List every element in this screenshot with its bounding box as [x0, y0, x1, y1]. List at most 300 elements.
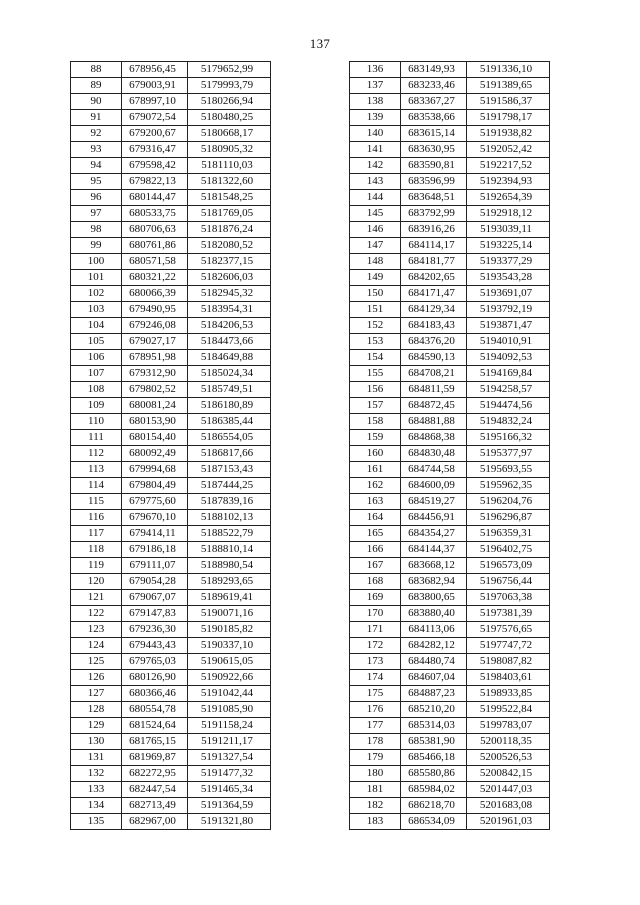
- y-coordinate-cell: 5191586,37: [467, 94, 550, 110]
- point-number-cell: 176: [350, 702, 401, 718]
- table-row: [350, 494, 550, 510]
- x-coordinate-cell: 680154,40: [122, 430, 188, 446]
- table-row: [71, 750, 271, 766]
- point-number-cell: 115: [71, 494, 122, 510]
- x-coordinate-cell: 679027,17: [122, 334, 188, 350]
- y-coordinate-cell: 5180480,25: [188, 110, 271, 126]
- y-coordinate-cell: 5196756,44: [467, 574, 550, 590]
- y-coordinate-cell: 5196204,76: [467, 494, 550, 510]
- y-coordinate-cell: 5190337,10: [188, 638, 271, 654]
- x-coordinate-cell: 679443,43: [122, 638, 188, 654]
- x-coordinate-cell: 679490,95: [122, 302, 188, 318]
- y-coordinate-cell: 5193225,14: [467, 238, 550, 254]
- table-row: [71, 190, 271, 206]
- y-coordinate-cell: 5197063,38: [467, 590, 550, 606]
- y-coordinate-cell: 5181769,05: [188, 206, 271, 222]
- y-coordinate-cell: 5197381,39: [467, 606, 550, 622]
- x-coordinate-cell: 682967,00: [122, 814, 188, 830]
- point-number-cell: 121: [71, 590, 122, 606]
- x-coordinate-cell: 679670,10: [122, 510, 188, 526]
- y-coordinate-cell: 5196359,31: [467, 526, 550, 542]
- x-coordinate-cell: 680066,39: [122, 286, 188, 302]
- point-number-cell: 112: [71, 446, 122, 462]
- table-row: [350, 62, 550, 78]
- x-coordinate-cell: 679067,07: [122, 590, 188, 606]
- point-number-cell: 103: [71, 302, 122, 318]
- table-row: [350, 190, 550, 206]
- point-number-cell: 108: [71, 382, 122, 398]
- y-coordinate-cell: 5196402,75: [467, 542, 550, 558]
- y-coordinate-cell: 5191938,82: [467, 126, 550, 142]
- point-number-cell: 166: [350, 542, 401, 558]
- table-row: [350, 158, 550, 174]
- y-coordinate-cell: 5190922,66: [188, 670, 271, 686]
- y-coordinate-cell: 5194010,91: [467, 334, 550, 350]
- x-coordinate-cell: 684181,77: [401, 254, 467, 270]
- table-row: [71, 238, 271, 254]
- y-coordinate-cell: 5181322,60: [188, 174, 271, 190]
- point-number-cell: 145: [350, 206, 401, 222]
- x-coordinate-cell: 684376,20: [401, 334, 467, 350]
- point-number-cell: 132: [71, 766, 122, 782]
- point-number-cell: 135: [71, 814, 122, 830]
- x-coordinate-cell: 684708,21: [401, 366, 467, 382]
- x-coordinate-cell: 683630,95: [401, 142, 467, 158]
- y-coordinate-cell: 5200842,15: [467, 766, 550, 782]
- y-coordinate-cell: 5200526,53: [467, 750, 550, 766]
- y-coordinate-cell: 5194169,84: [467, 366, 550, 382]
- point-number-cell: 178: [350, 734, 401, 750]
- point-number-cell: 124: [71, 638, 122, 654]
- table-row: [71, 782, 271, 798]
- y-coordinate-cell: 5189293,65: [188, 574, 271, 590]
- table-row: [350, 606, 550, 622]
- x-coordinate-cell: 682447,54: [122, 782, 188, 798]
- y-coordinate-cell: 5194474,56: [467, 398, 550, 414]
- point-number-cell: 152: [350, 318, 401, 334]
- x-coordinate-cell: 684872,45: [401, 398, 467, 414]
- x-coordinate-cell: 683792,99: [401, 206, 467, 222]
- point-number-cell: 177: [350, 718, 401, 734]
- x-coordinate-cell: 684607,04: [401, 670, 467, 686]
- x-coordinate-cell: 680706,63: [122, 222, 188, 238]
- point-number-cell: 136: [350, 62, 401, 78]
- table-row: [71, 142, 271, 158]
- x-coordinate-cell: 683615,14: [401, 126, 467, 142]
- point-number-cell: 130: [71, 734, 122, 750]
- y-coordinate-cell: 5192654,39: [467, 190, 550, 206]
- y-coordinate-cell: 5191158,24: [188, 718, 271, 734]
- y-coordinate-cell: 5185749,51: [188, 382, 271, 398]
- point-number-cell: 116: [71, 510, 122, 526]
- y-coordinate-cell: 5191336,10: [467, 62, 550, 78]
- table-row: [350, 302, 550, 318]
- y-coordinate-cell: 5194832,24: [467, 414, 550, 430]
- point-number-cell: 137: [350, 78, 401, 94]
- y-coordinate-cell: 5194092,53: [467, 350, 550, 366]
- table-row: [71, 350, 271, 366]
- y-coordinate-cell: 5191364,59: [188, 798, 271, 814]
- table-row: [350, 382, 550, 398]
- table-row: [71, 526, 271, 542]
- y-coordinate-cell: 5187153,43: [188, 462, 271, 478]
- point-number-cell: 171: [350, 622, 401, 638]
- point-number-cell: 142: [350, 158, 401, 174]
- table-row: [350, 510, 550, 526]
- y-coordinate-cell: 5193543,28: [467, 270, 550, 286]
- point-number-cell: 139: [350, 110, 401, 126]
- x-coordinate-cell: 683668,12: [401, 558, 467, 574]
- y-coordinate-cell: 5187444,25: [188, 478, 271, 494]
- table-row: [71, 478, 271, 494]
- y-coordinate-cell: 5193871,47: [467, 318, 550, 334]
- y-coordinate-cell: 5181548,25: [188, 190, 271, 206]
- y-coordinate-cell: 5201683,08: [467, 798, 550, 814]
- point-number-cell: 158: [350, 414, 401, 430]
- table-row: [71, 62, 271, 78]
- table-row: [71, 574, 271, 590]
- point-number-cell: 167: [350, 558, 401, 574]
- point-number-cell: 140: [350, 126, 401, 142]
- table-row: [350, 462, 550, 478]
- y-coordinate-cell: 5196296,87: [467, 510, 550, 526]
- table-row: [71, 206, 271, 222]
- table-row: [71, 606, 271, 622]
- point-number-cell: 97: [71, 206, 122, 222]
- point-number-cell: 101: [71, 270, 122, 286]
- table-row: [350, 110, 550, 126]
- x-coordinate-cell: 680126,90: [122, 670, 188, 686]
- x-coordinate-cell: 683648,51: [401, 190, 467, 206]
- y-coordinate-cell: 5186817,66: [188, 446, 271, 462]
- y-coordinate-cell: 5192394,93: [467, 174, 550, 190]
- table-row: [350, 814, 550, 830]
- y-coordinate-cell: 5199522,84: [467, 702, 550, 718]
- point-number-cell: 138: [350, 94, 401, 110]
- point-number-cell: 122: [71, 606, 122, 622]
- point-number-cell: 161: [350, 462, 401, 478]
- table-row: [71, 110, 271, 126]
- y-coordinate-cell: 5193039,11: [467, 222, 550, 238]
- point-number-cell: 144: [350, 190, 401, 206]
- x-coordinate-cell: 679994,68: [122, 462, 188, 478]
- x-coordinate-cell: 683538,66: [401, 110, 467, 126]
- point-number-cell: 91: [71, 110, 122, 126]
- x-coordinate-cell: 685210,20: [401, 702, 467, 718]
- x-coordinate-cell: 682713,49: [122, 798, 188, 814]
- x-coordinate-cell: 684113,06: [401, 622, 467, 638]
- table-row: [71, 670, 271, 686]
- coordinates-table-right-body: [350, 62, 550, 830]
- point-number-cell: 99: [71, 238, 122, 254]
- point-number-cell: 92: [71, 126, 122, 142]
- y-coordinate-cell: 5191465,34: [188, 782, 271, 798]
- y-coordinate-cell: 5190071,16: [188, 606, 271, 622]
- x-coordinate-cell: 679186,18: [122, 542, 188, 558]
- point-number-cell: 151: [350, 302, 401, 318]
- point-number-cell: 165: [350, 526, 401, 542]
- y-coordinate-cell: 5181876,24: [188, 222, 271, 238]
- table-row: [71, 158, 271, 174]
- x-coordinate-cell: 683596,99: [401, 174, 467, 190]
- table-row: [350, 254, 550, 270]
- point-number-cell: 118: [71, 542, 122, 558]
- x-coordinate-cell: 685314,03: [401, 718, 467, 734]
- table-row: [350, 446, 550, 462]
- x-coordinate-cell: 686218,70: [401, 798, 467, 814]
- y-coordinate-cell: 5198933,85: [467, 686, 550, 702]
- x-coordinate-cell: 684811,59: [401, 382, 467, 398]
- table-row: [350, 286, 550, 302]
- x-coordinate-cell: 683916,26: [401, 222, 467, 238]
- y-coordinate-cell: 5179652,99: [188, 62, 271, 78]
- table-row: [71, 318, 271, 334]
- x-coordinate-cell: 684600,09: [401, 478, 467, 494]
- x-coordinate-cell: 681524,64: [122, 718, 188, 734]
- y-coordinate-cell: 5180905,32: [188, 142, 271, 158]
- point-number-cell: 148: [350, 254, 401, 270]
- table-row: [71, 686, 271, 702]
- point-number-cell: 143: [350, 174, 401, 190]
- y-coordinate-cell: 5193792,19: [467, 302, 550, 318]
- table-row: [71, 254, 271, 270]
- table-row: [350, 142, 550, 158]
- y-coordinate-cell: 5191042,44: [188, 686, 271, 702]
- table-row: [350, 238, 550, 254]
- table-row: [350, 654, 550, 670]
- x-coordinate-cell: 684887,23: [401, 686, 467, 702]
- y-coordinate-cell: 5188102,13: [188, 510, 271, 526]
- point-number-cell: 147: [350, 238, 401, 254]
- x-coordinate-cell: 679111,07: [122, 558, 188, 574]
- point-number-cell: 150: [350, 286, 401, 302]
- y-coordinate-cell: 5186385,44: [188, 414, 271, 430]
- y-coordinate-cell: 5182377,15: [188, 254, 271, 270]
- table-row: [350, 542, 550, 558]
- y-coordinate-cell: 5189619,41: [188, 590, 271, 606]
- y-coordinate-cell: 5191327,54: [188, 750, 271, 766]
- x-coordinate-cell: 679312,90: [122, 366, 188, 382]
- y-coordinate-cell: 5180668,17: [188, 126, 271, 142]
- y-coordinate-cell: 5192217,52: [467, 158, 550, 174]
- table-row: [71, 654, 271, 670]
- table-row: [71, 334, 271, 350]
- point-number-cell: 153: [350, 334, 401, 350]
- point-number-cell: 88: [71, 62, 122, 78]
- point-number-cell: 114: [71, 478, 122, 494]
- table-row: [350, 750, 550, 766]
- y-coordinate-cell: 5198403,61: [467, 670, 550, 686]
- y-coordinate-cell: 5179993,79: [188, 78, 271, 94]
- point-number-cell: 89: [71, 78, 122, 94]
- table-row: [350, 478, 550, 494]
- x-coordinate-cell: 684480,74: [401, 654, 467, 670]
- table-row: [350, 526, 550, 542]
- x-coordinate-cell: 679822,13: [122, 174, 188, 190]
- x-coordinate-cell: 686534,09: [401, 814, 467, 830]
- y-coordinate-cell: 5193691,07: [467, 286, 550, 302]
- point-number-cell: 170: [350, 606, 401, 622]
- table-row: [350, 318, 550, 334]
- y-coordinate-cell: 5197747,72: [467, 638, 550, 654]
- table-row: [71, 78, 271, 94]
- x-coordinate-cell: 683233,46: [401, 78, 467, 94]
- y-coordinate-cell: 5190615,05: [188, 654, 271, 670]
- table-row: [350, 734, 550, 750]
- table-row: [71, 414, 271, 430]
- point-number-cell: 149: [350, 270, 401, 286]
- point-number-cell: 93: [71, 142, 122, 158]
- table-row: [350, 206, 550, 222]
- x-coordinate-cell: 679414,11: [122, 526, 188, 542]
- table-row: [71, 798, 271, 814]
- point-number-cell: 96: [71, 190, 122, 206]
- y-coordinate-cell: 5188980,54: [188, 558, 271, 574]
- table-row: [71, 814, 271, 830]
- x-coordinate-cell: 684171,47: [401, 286, 467, 302]
- x-coordinate-cell: 684830,48: [401, 446, 467, 462]
- table-row: [71, 718, 271, 734]
- y-coordinate-cell: 5188522,79: [188, 526, 271, 542]
- x-coordinate-cell: 679598,42: [122, 158, 188, 174]
- table-row: [71, 462, 271, 478]
- table-row: [350, 766, 550, 782]
- point-number-cell: 105: [71, 334, 122, 350]
- x-coordinate-cell: 683800,65: [401, 590, 467, 606]
- x-coordinate-cell: 681969,87: [122, 750, 188, 766]
- point-number-cell: 129: [71, 718, 122, 734]
- y-coordinate-cell: 5194258,57: [467, 382, 550, 398]
- table-row: [350, 590, 550, 606]
- x-coordinate-cell: 679236,30: [122, 622, 188, 638]
- y-coordinate-cell: 5184206,53: [188, 318, 271, 334]
- point-number-cell: 104: [71, 318, 122, 334]
- table-row: [71, 622, 271, 638]
- x-coordinate-cell: 679147,83: [122, 606, 188, 622]
- coordinates-table-left-body: [71, 62, 271, 830]
- point-number-cell: 98: [71, 222, 122, 238]
- point-number-cell: 154: [350, 350, 401, 366]
- point-number-cell: 117: [71, 526, 122, 542]
- y-coordinate-cell: 5192052,42: [467, 142, 550, 158]
- point-number-cell: 111: [71, 430, 122, 446]
- point-number-cell: 164: [350, 510, 401, 526]
- table-row: [350, 798, 550, 814]
- x-coordinate-cell: 678956,45: [122, 62, 188, 78]
- x-coordinate-cell: 680761,86: [122, 238, 188, 254]
- point-number-cell: 106: [71, 350, 122, 366]
- y-coordinate-cell: 5201447,03: [467, 782, 550, 798]
- y-coordinate-cell: 5190185,82: [188, 622, 271, 638]
- table-row: [71, 702, 271, 718]
- point-number-cell: 141: [350, 142, 401, 158]
- table-row: [350, 350, 550, 366]
- table-row: [350, 702, 550, 718]
- x-coordinate-cell: 683590,81: [401, 158, 467, 174]
- y-coordinate-cell: 5184649,88: [188, 350, 271, 366]
- x-coordinate-cell: 684144,37: [401, 542, 467, 558]
- point-number-cell: 174: [350, 670, 401, 686]
- table-row: [350, 174, 550, 190]
- point-number-cell: 182: [350, 798, 401, 814]
- x-coordinate-cell: 684590,13: [401, 350, 467, 366]
- y-coordinate-cell: 5192918,12: [467, 206, 550, 222]
- x-coordinate-cell: 684183,43: [401, 318, 467, 334]
- point-number-cell: 146: [350, 222, 401, 238]
- y-coordinate-cell: 5197576,65: [467, 622, 550, 638]
- point-number-cell: 168: [350, 574, 401, 590]
- table-row: [350, 334, 550, 350]
- y-coordinate-cell: 5186554,05: [188, 430, 271, 446]
- table-row: [350, 718, 550, 734]
- x-coordinate-cell: 680153,90: [122, 414, 188, 430]
- x-coordinate-cell: 680321,22: [122, 270, 188, 286]
- table-row: [71, 558, 271, 574]
- point-number-cell: 181: [350, 782, 401, 798]
- y-coordinate-cell: 5186180,89: [188, 398, 271, 414]
- y-coordinate-cell: 5200118,35: [467, 734, 550, 750]
- page-number: 137: [309, 36, 331, 51]
- x-coordinate-cell: 684744,58: [401, 462, 467, 478]
- table-row: [71, 590, 271, 606]
- y-coordinate-cell: 5184473,66: [188, 334, 271, 350]
- table-row: [350, 782, 550, 798]
- point-number-cell: 109: [71, 398, 122, 414]
- table-row: [350, 574, 550, 590]
- x-coordinate-cell: 679765,03: [122, 654, 188, 670]
- point-number-cell: 157: [350, 398, 401, 414]
- point-number-cell: 169: [350, 590, 401, 606]
- x-coordinate-cell: 679804,49: [122, 478, 188, 494]
- x-coordinate-cell: 684519,27: [401, 494, 467, 510]
- x-coordinate-cell: 680081,24: [122, 398, 188, 414]
- x-coordinate-cell: 685381,90: [401, 734, 467, 750]
- y-coordinate-cell: 5183954,31: [188, 302, 271, 318]
- x-coordinate-cell: 685466,18: [401, 750, 467, 766]
- x-coordinate-cell: 683682,94: [401, 574, 467, 590]
- y-coordinate-cell: 5193377,29: [467, 254, 550, 270]
- x-coordinate-cell: 683880,40: [401, 606, 467, 622]
- y-coordinate-cell: 5191085,90: [188, 702, 271, 718]
- point-number-cell: 90: [71, 94, 122, 110]
- table-row: [350, 270, 550, 286]
- x-coordinate-cell: 679802,52: [122, 382, 188, 398]
- x-coordinate-cell: 684114,17: [401, 238, 467, 254]
- x-coordinate-cell: 683367,27: [401, 94, 467, 110]
- table-row: [71, 542, 271, 558]
- table-row: [71, 446, 271, 462]
- point-number-cell: 102: [71, 286, 122, 302]
- table-row: [71, 286, 271, 302]
- y-coordinate-cell: 5191477,32: [188, 766, 271, 782]
- table-row: [71, 94, 271, 110]
- table-row: [71, 382, 271, 398]
- point-number-cell: 126: [71, 670, 122, 686]
- table-row: [71, 270, 271, 286]
- table-row: [71, 398, 271, 414]
- table-row: [350, 622, 550, 638]
- x-coordinate-cell: 684868,38: [401, 430, 467, 446]
- table-row: [71, 430, 271, 446]
- point-number-cell: 123: [71, 622, 122, 638]
- x-coordinate-cell: 683149,93: [401, 62, 467, 78]
- table-row: [350, 430, 550, 446]
- point-number-cell: 163: [350, 494, 401, 510]
- x-coordinate-cell: 684456,91: [401, 510, 467, 526]
- y-coordinate-cell: 5181110,03: [188, 158, 271, 174]
- y-coordinate-cell: 5185024,34: [188, 366, 271, 382]
- point-number-cell: 134: [71, 798, 122, 814]
